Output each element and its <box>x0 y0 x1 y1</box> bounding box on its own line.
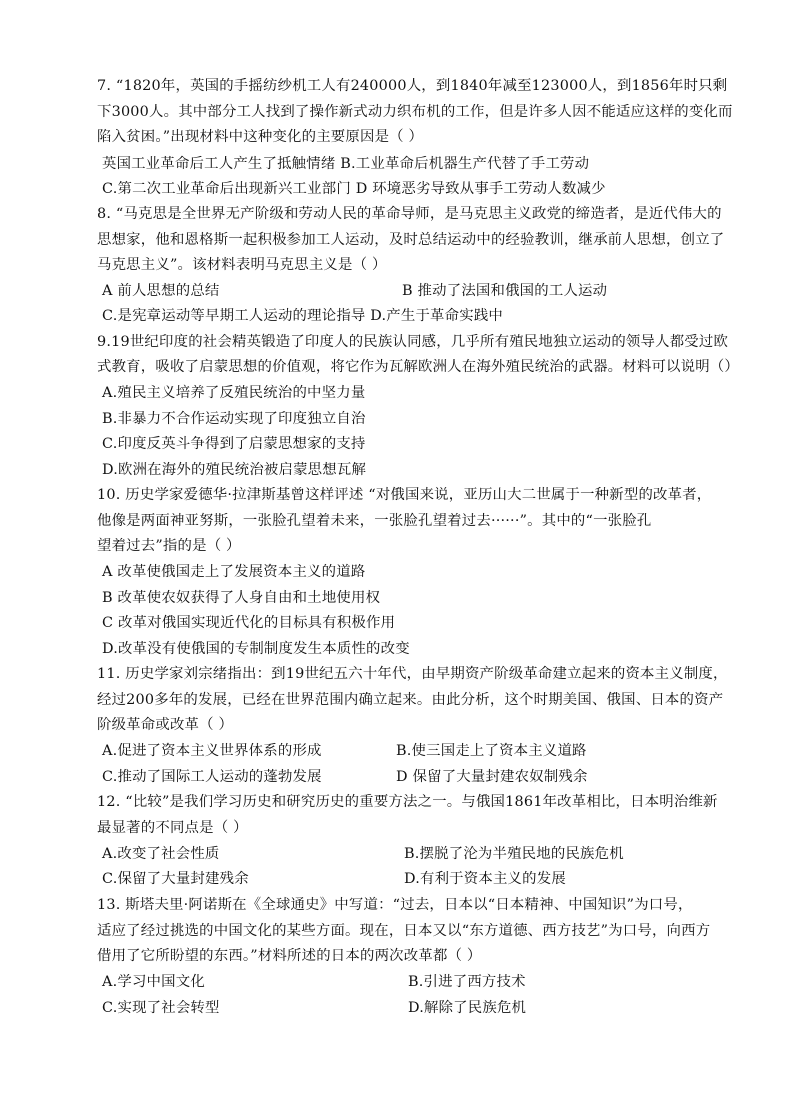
q11-stem-line-2: 经过200多年的发展，已经在世界范围内确立起来。由此分析，这个时期美国、俄国、日本的资产 <box>97 692 724 708</box>
q7-option-line-2: C.第二次工业革命后出现新兴工业部门 D 环境恶劣导致从事手工劳动人数减少 <box>102 181 606 197</box>
q12-option-d: D.有利于资本主义的发展 <box>404 871 566 887</box>
q8-option-line-2: C.是宪章运动等早期工人运动的理论指导 D.产生于革命实践中 <box>102 308 504 324</box>
q11-stem-line-3: 阶级革命或改革（ ） <box>97 717 234 733</box>
q11-option-b: B.使三国走上了资本主义道路 <box>396 743 587 759</box>
q10-stem-line-3: 望着过去”指的是（ ） <box>97 538 241 554</box>
q13-option-d: D.解除了民族危机 <box>408 1000 527 1016</box>
q8-option-a: A 前人思想的总结 <box>102 283 220 299</box>
q9-option-a: A.殖民主义培养了反殖民统治的中坚力量 <box>102 385 366 401</box>
q12-option-c: C.保留了大量封建残余 <box>102 871 249 887</box>
q10-stem-line-2: 他像是两面神亚努斯，一张脸孔望着未来，一张脸孔望着过去······”。其中的“一张脸孔 <box>97 513 652 529</box>
q10-option-d: D.改革没有使俄国的专制制度发生本质性的改变 <box>102 641 410 657</box>
q11-stem-line-1: 11. 历史学家刘宗绪指出：到19世纪五六十年代，由早期资产阶级革命建立起来的资本主义制度， <box>97 666 728 682</box>
q9-option-d: D.欧洲在海外的殖民统治被启蒙思想瓦解 <box>102 462 367 478</box>
q13-stem-line-1: 13. 斯塔夫里·阿诺斯在《全球通史》中写道：“过去，日本以“日本精神、中国知识”为口号， <box>97 897 693 913</box>
q10-stem-line-1: 10. 历史学家爱德华·拉津斯基曾这样评述 “对俄国来说，亚历山大二世属于一种新型的改革者， <box>97 487 712 503</box>
q11-option-d: D 保留了大量封建农奴制残余 <box>396 769 588 785</box>
q10-option-a: A 改革使俄国走上了发展资本主义的道路 <box>102 564 366 580</box>
q13-stem-line-3: 借用了它所盼望的东西。”材料所述的日本的两次改革都（ ） <box>97 948 482 964</box>
q12-option-b: B.摆脱了沦为半殖民地的民族危机 <box>404 846 624 862</box>
q7-stem-line-1: 7. “1820年，英国的手摇纺纱机工人有240000人，到1840年减至123000人，到1856年时只剩 <box>97 78 728 94</box>
q9-option-c: C.印度反英斗争得到了启蒙思想家的支持 <box>102 436 366 452</box>
q9-option-b: B.非暴力不合作运动实现了印度独立自治 <box>102 411 366 427</box>
q8-stem-line-2: 思想家，他和恩格斯一起积极参加工人运动，及时总结运动中的经验教训，继承前人思想，创立了 <box>97 232 725 248</box>
q7-option-line-1: 英国工业革命后工人产生了抵触情绪 B.工业革命后机器生产代替了手工劳动 <box>102 156 590 172</box>
q11-option-a: A.促进了资本主义世界体系的形成 <box>102 743 322 759</box>
q13-option-c: C.实现了社会转型 <box>102 1000 220 1016</box>
q13-option-b: B.引进了西方技术 <box>408 974 526 990</box>
q10-option-b: B 改革使农奴获得了人身自由和土地使用权 <box>102 590 381 606</box>
q9-stem-line-1: 9.19世纪印度的社会精英锻造了印度人的民族认同感，几乎所有殖民地独立运动的领导人都受过欧 <box>97 334 729 350</box>
q12-stem-line-1: 12. “比较”是我们学习历史和研究历史的重要方法之一。与俄国1861年改革相比，日本明治维新 <box>97 794 718 810</box>
q13-stem-line-2: 适应了经过挑选的中国文化的某些方面。现在，日本又以“东方道德、西方技艺”为口号，向西方 <box>97 923 711 939</box>
q12-stem-line-2: 最显著的不同点是（ ） <box>97 820 248 836</box>
q10-option-c: C 改革对俄国实现近代化的目标具有积极作用 <box>102 615 396 631</box>
q7-stem-line-2: 下3000人。其中部分工人找到了操作新式动力织布机的工作，但是许多人因不能适应这样的变化而 <box>97 104 733 120</box>
q8-option-b: B 推动了法国和俄国的工人运动 <box>402 283 608 299</box>
q9-stem-line-2: 式教育，吸收了启蒙思想的价值观，将它作为瓦解欧洲人在海外殖民统治的武器。材料可以说明（） <box>97 359 739 375</box>
q7-stem-line-3: 陷入贫困。”出现材料中这种变化的主要原因是（ ） <box>97 129 424 145</box>
q13-option-a: A.学习中国文化 <box>102 974 205 990</box>
q8-stem-line-1: 8. “马克思是全世界无产阶级和劳动人民的革命导师，是马克思主义政党的缔造者，是近代伟大的 <box>97 206 722 222</box>
q11-option-c: C.推动了国际工人运动的蓬勃发展 <box>102 769 322 785</box>
q8-stem-line-3: 马克思主义”。该材料表明马克思主义是（ ） <box>97 257 387 273</box>
q12-option-a: A.改变了社会性质 <box>102 846 220 862</box>
